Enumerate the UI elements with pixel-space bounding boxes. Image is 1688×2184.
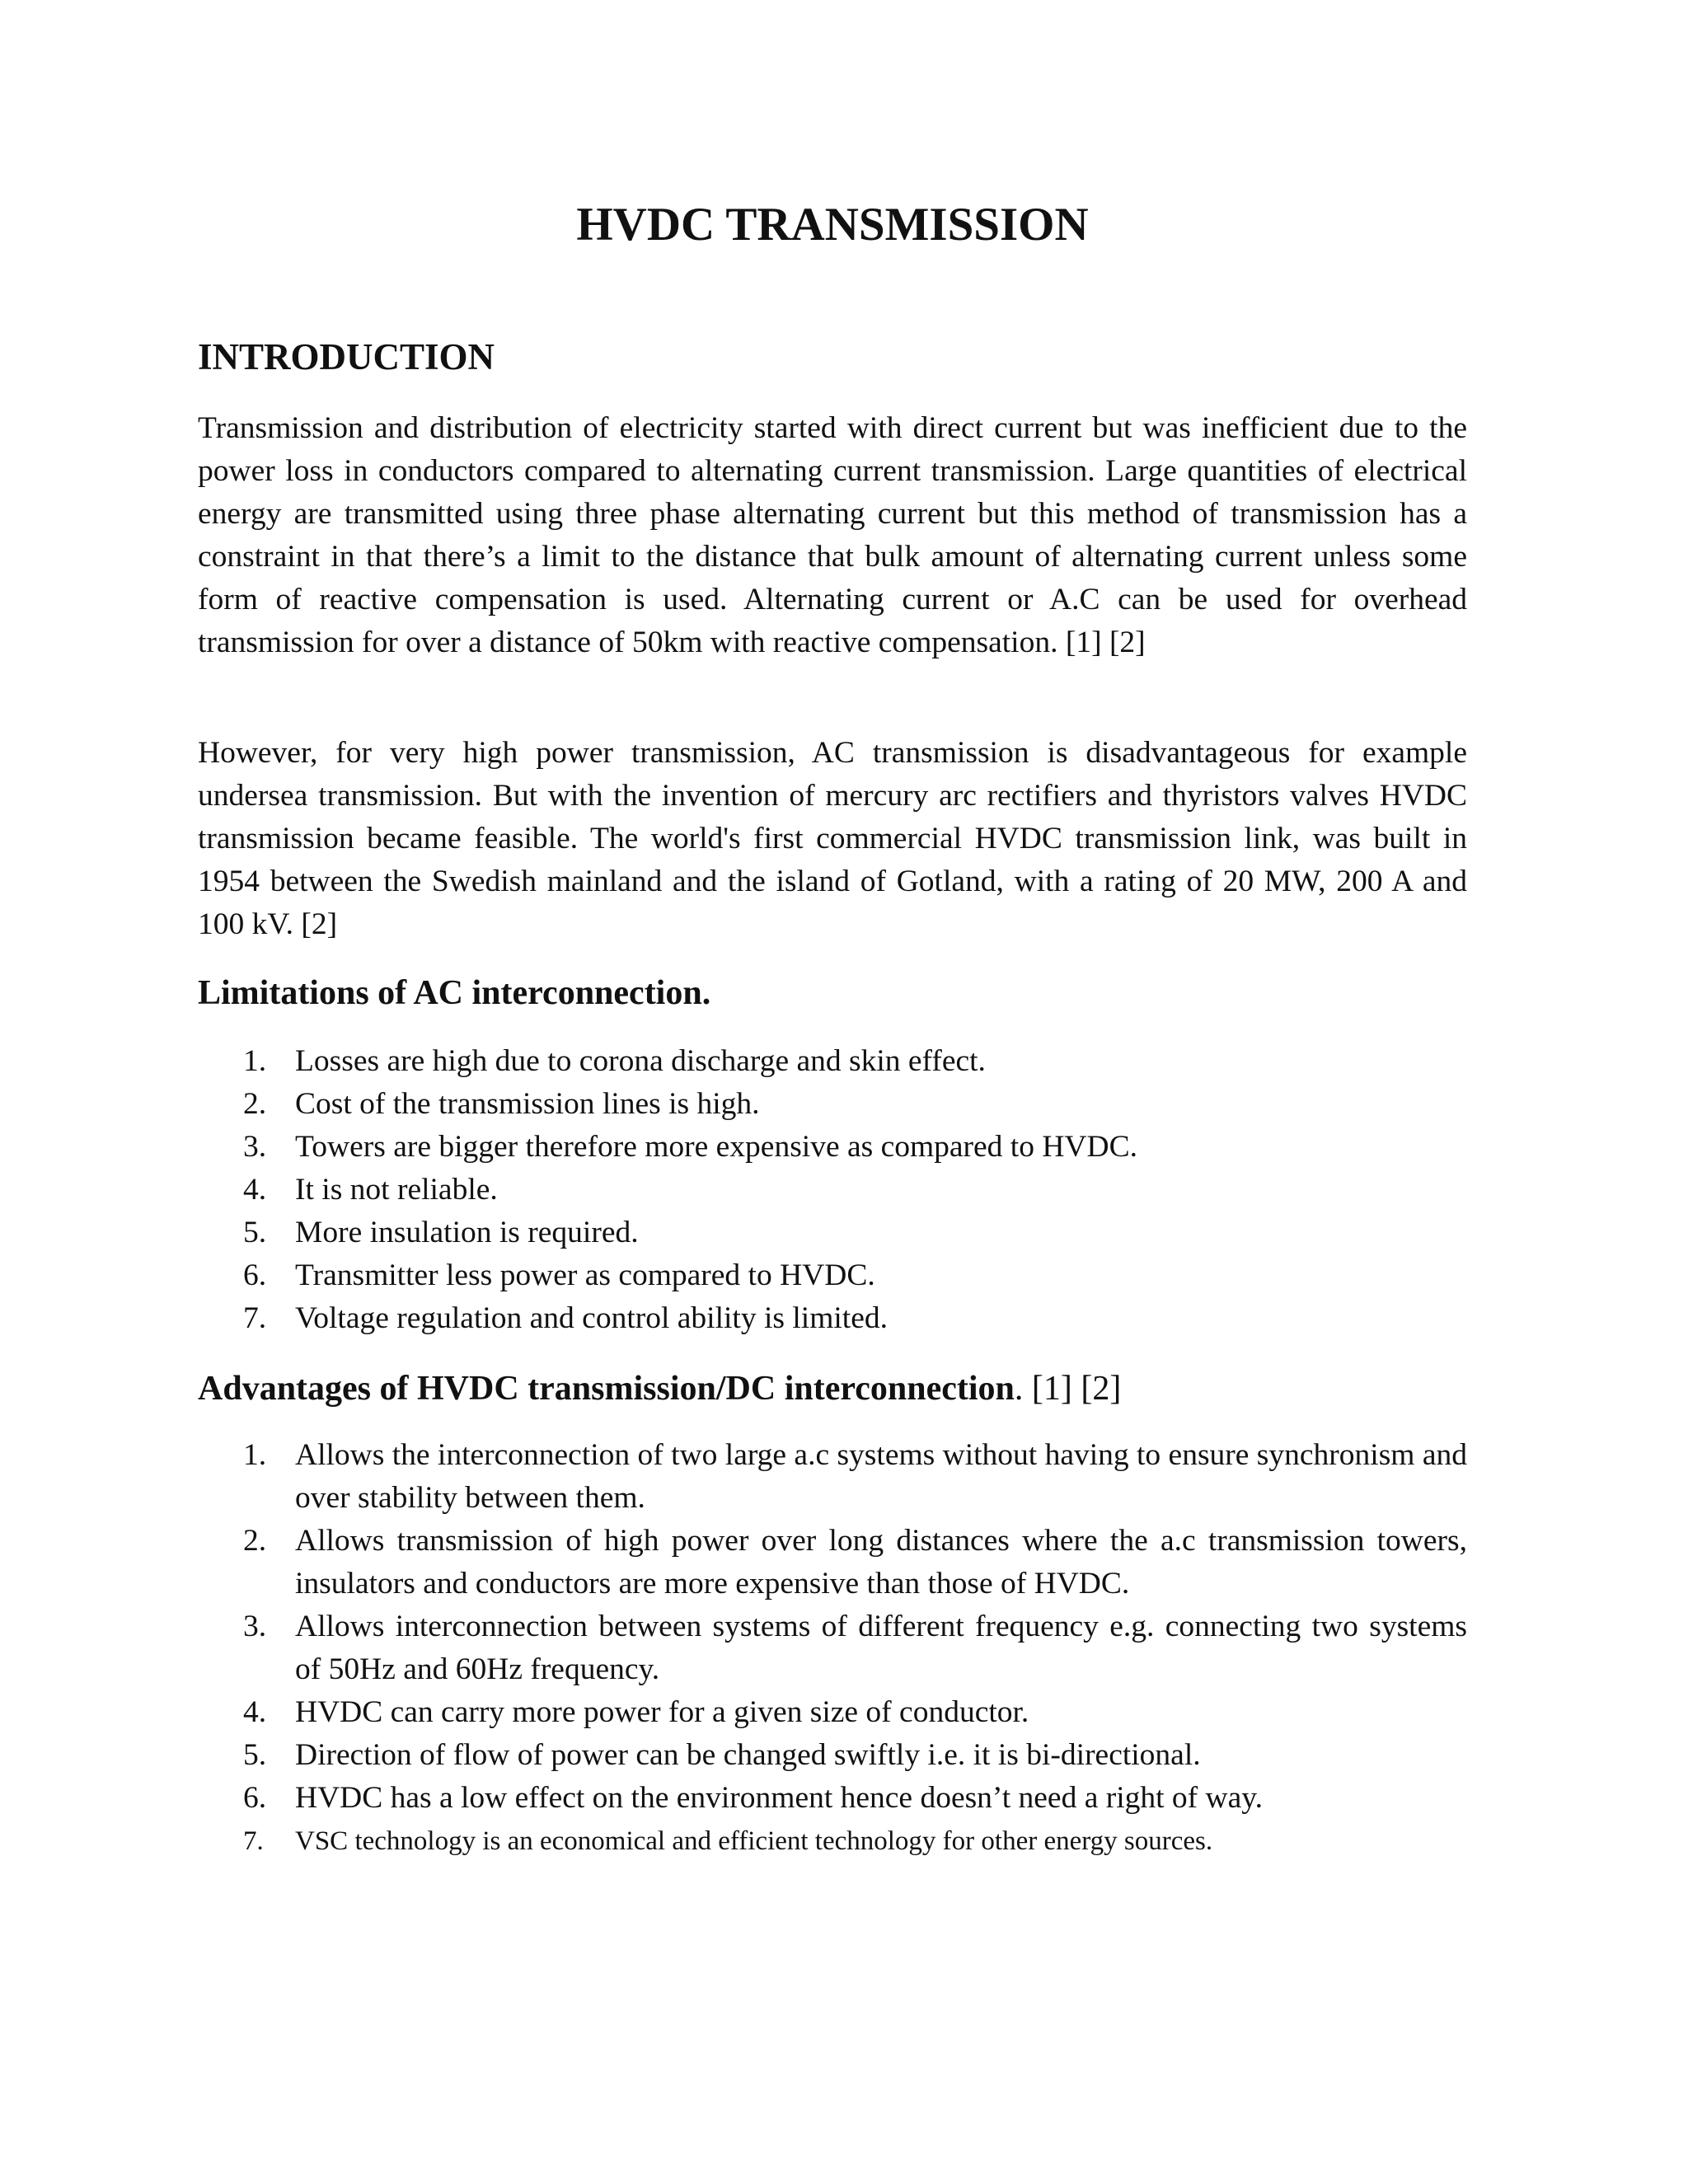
list-item-number: 4. bbox=[243, 1173, 267, 1207]
list-item-text: Voltage regulation and control ability is limited. bbox=[295, 1301, 888, 1335]
list-item-number: 1. bbox=[243, 1438, 267, 1472]
list-item-number: 2. bbox=[243, 1524, 267, 1558]
list-item-text: Towers are bigger therefore more expensive as compared to HVDC. bbox=[295, 1130, 1137, 1164]
list-item-text: Allows transmission of high power over long distances where the a.c transmission towers, insulators and conductors are more expensive than those of HVDC. bbox=[295, 1524, 1467, 1601]
list-item-number: 3. bbox=[243, 1610, 267, 1643]
list-item-text: More insulation is required. bbox=[295, 1216, 639, 1249]
limitations-list bbox=[198, 1040, 1467, 1340]
list-item bbox=[198, 1040, 1467, 1083]
list-item-text: Allows the interconnection of two large a.c systems without having to ensure synchronism and over stability between them. bbox=[295, 1438, 1467, 1515]
introduction-paragraph-1: Transmission and distribution of electricity started with direct current but was inefficient due to the power loss in conductors compared to alternating current transmission. Large quantities of electrical energy are transmitted using three phase alternating current but this method of transmission has a constraint in that there’s a limit to the distance that bulk amount of alternating current unless some form of reactive compensation is used. Alternating current or A.C can be used for overhead transmission for over a distance of 50km with reactive compensation. [1] [2] bbox=[198, 411, 1467, 659]
list-item bbox=[198, 1520, 1467, 1605]
list-item-number: 2. bbox=[243, 1087, 267, 1121]
list-item-text: Cost of the transmission lines is high. bbox=[295, 1087, 760, 1121]
list-item bbox=[198, 1083, 1467, 1126]
list-item-text: VSC technology is an economical and efficient technology for other energy sources. bbox=[295, 1826, 1213, 1856]
list-item bbox=[198, 1434, 1467, 1520]
list-item bbox=[198, 1605, 1467, 1691]
list-item-number: 5. bbox=[243, 1738, 267, 1772]
list-item-text: It is not reliable. bbox=[295, 1173, 498, 1207]
list-item-number: 4. bbox=[243, 1695, 267, 1729]
list-item-text: Transmitter less power as compared to HVDC. bbox=[295, 1258, 875, 1292]
limitations-heading: Limitations of AC interconnection. bbox=[198, 974, 711, 1012]
advantages-heading bbox=[198, 1366, 1121, 1412]
list-item-text: HVDC has a low effect on the environment hence doesn’t need a right of way. bbox=[295, 1781, 1263, 1815]
list-item bbox=[198, 1254, 1467, 1297]
list-item bbox=[198, 1297, 1467, 1340]
list-item bbox=[198, 1169, 1467, 1212]
list-item bbox=[198, 1734, 1467, 1777]
list-item-number: 5. bbox=[243, 1216, 267, 1249]
list-item bbox=[198, 1126, 1467, 1169]
list-item-number: 3. bbox=[243, 1130, 267, 1164]
list-item bbox=[198, 1691, 1467, 1734]
advantages-heading-text: Advantages of HVDC transmission/DC interconnection bbox=[198, 1370, 1015, 1408]
document-title: HVDC TRANSMISSION bbox=[576, 199, 1089, 251]
list-item-number: 6. bbox=[243, 1781, 267, 1815]
list-item-number: 7. bbox=[243, 1301, 267, 1335]
list-item bbox=[198, 1820, 1467, 1863]
introduction-heading: INTRODUCTION bbox=[198, 336, 495, 377]
list-item-number: 7. bbox=[243, 1826, 264, 1856]
introduction-paragraph-2: However, for very high power transmission, AC transmission is disadvantageous for example undersea transmission. But with the invention of mercury arc rectifiers and thyristors valves HVDC transmission became feasible. The world's first commercial HVDC transmission link, was built in 1954 between the Swedish mainland and the island of Gotland, with a rating of 20 MW, 200 A and 100 kV. [2] bbox=[198, 736, 1467, 941]
advantages-heading-references: . [1] [2] bbox=[1014, 1370, 1122, 1408]
list-item bbox=[198, 1777, 1467, 1820]
list-item-number: 1. bbox=[243, 1044, 267, 1078]
list-item-text: Direction of flow of power can be changed swiftly i.e. it is bi-directional. bbox=[295, 1738, 1201, 1772]
advantages-list bbox=[198, 1434, 1467, 1863]
list-item-text: Allows interconnection between systems of different frequency e.g. connecting two systems of 50Hz and 60Hz frequency. bbox=[295, 1610, 1467, 1686]
list-item-text: HVDC can carry more power for a given size of conductor. bbox=[295, 1695, 1029, 1729]
list-item-number: 6. bbox=[243, 1258, 267, 1292]
list-item-text: Losses are high due to corona discharge and skin effect. bbox=[295, 1044, 986, 1078]
list-item bbox=[198, 1212, 1467, 1254]
